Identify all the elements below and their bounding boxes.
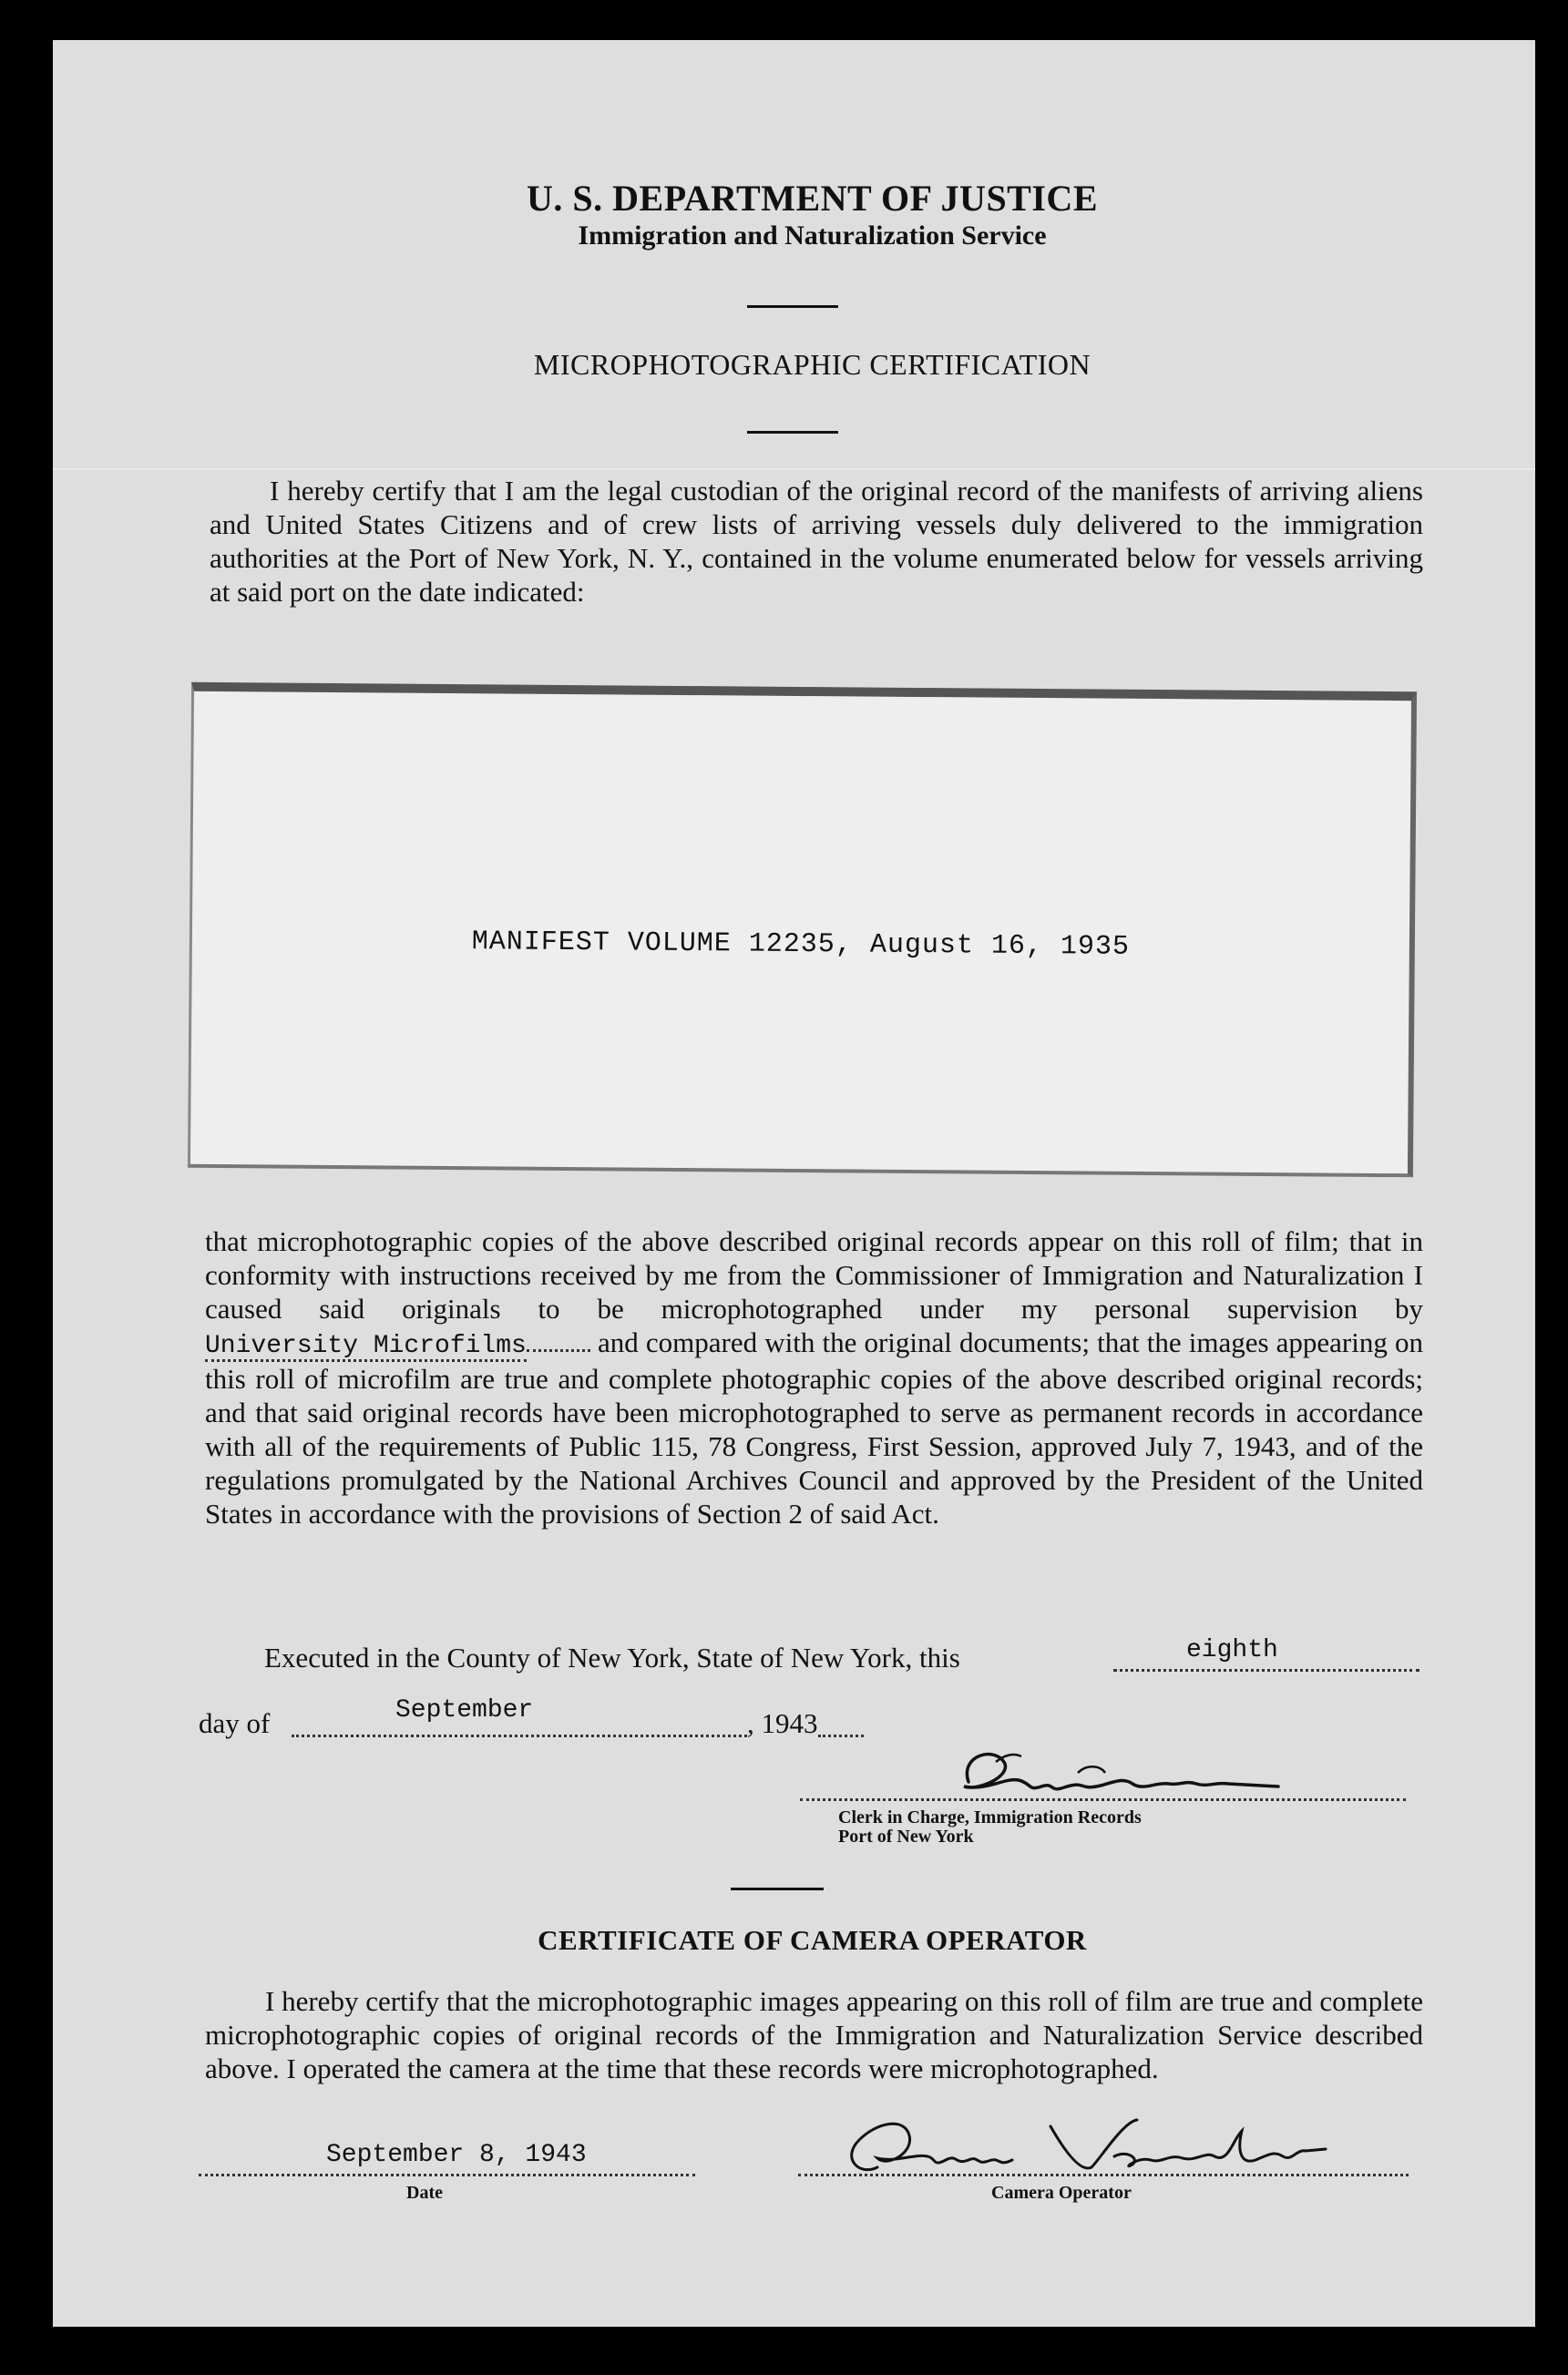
clerk-title-line1: Clerk in Charge, Immigration Records (838, 1807, 1142, 1827)
executed-text: Executed in the County of New York, State of New York, this (264, 1642, 960, 1674)
form-title: MICROPHOTOGRAPHIC CERTIFICATION (533, 348, 1091, 381)
microfilm-company: University Microfilms (205, 1332, 527, 1360)
camera-operator-statement: I hereby certify that the microphotographic images appearing on this roll of film are true and complete microphotographic copies of original records of the Immigration and Naturalization Service described above. I operated the camera at the time that these records were microphotographed. (205, 1985, 1423, 2084)
divider-rule (731, 1888, 824, 1890)
date-dotted-line (199, 2174, 695, 2176)
clerk-signature (941, 1736, 1287, 1809)
paper-fold (53, 468, 1535, 470)
divider-rule (747, 305, 838, 308)
department-heading: U. S. DEPARTMENT OF JUSTICE (527, 178, 1098, 219)
certificate-page (53, 40, 1535, 2327)
divider-rule (747, 431, 838, 434)
dotted-leader (527, 1349, 590, 1352)
camera-operator-label: Camera Operator (991, 2183, 1132, 2203)
manifest-volume-card (188, 682, 1417, 1178)
month-dotted-line (292, 1735, 747, 1737)
execution-day: eighth (1186, 1636, 1278, 1664)
execution-month: September (395, 1696, 534, 1725)
day-of-label: day of (199, 1707, 271, 1739)
operator-signature (823, 2104, 1333, 2186)
camera-operator-heading: CERTIFICATE OF CAMERA OPERATOR (538, 1924, 1087, 1956)
clerk-title-line2: Port of New York (838, 1827, 974, 1847)
year-label (747, 1706, 818, 1740)
year-prefix: , 194 (747, 1707, 804, 1739)
day-dotted-line (1113, 1669, 1419, 1672)
operator-date: September 8, 1943 (326, 2141, 587, 2169)
service-subheading: Immigration and Naturalization Service (578, 220, 1047, 251)
manifest-volume-text: MANIFEST VOLUME 12235, August 16, 1935 (471, 926, 1131, 963)
certification-text-before: that microphotographic copies of the above described original records appear on this roll of film; that in conformity with instructions received by me from the Commissioner of Immigration and Naturalization I caused said originals to be microphotographed under my personal supervision by (205, 1225, 1423, 1325)
year-dotted-line (818, 1735, 864, 1737)
year-digit: 3 (804, 1707, 818, 1739)
certification-paragraph (205, 1224, 1423, 1530)
custodian-statement: I hereby certify that I am the legal custodian of the original record of the manifests of arriving aliens and United States Citizens and of crew lists of arriving vessels duly delivered to the immigration authorities at the Port of New York, N. Y., contained in the volume enumerated below for vessels arriving at said port on the date indicated: (210, 475, 1423, 608)
certification-text-after: and compared with the original documents; that the images appearing on this roll of microfilm are true and complete photographic copies of the above described original records; and that said original records have been microphotographed to serve as permanent records in accordance with all of the requirements of Public 115, 78 Congress, First Session, approved July 7, 1943, and of the regulations promulgated by the National Archives Council and approved by the President of the United States in accordance with the provisions of Section 2 of said Act. (205, 1326, 1423, 1530)
date-label: Date (406, 2183, 443, 2203)
